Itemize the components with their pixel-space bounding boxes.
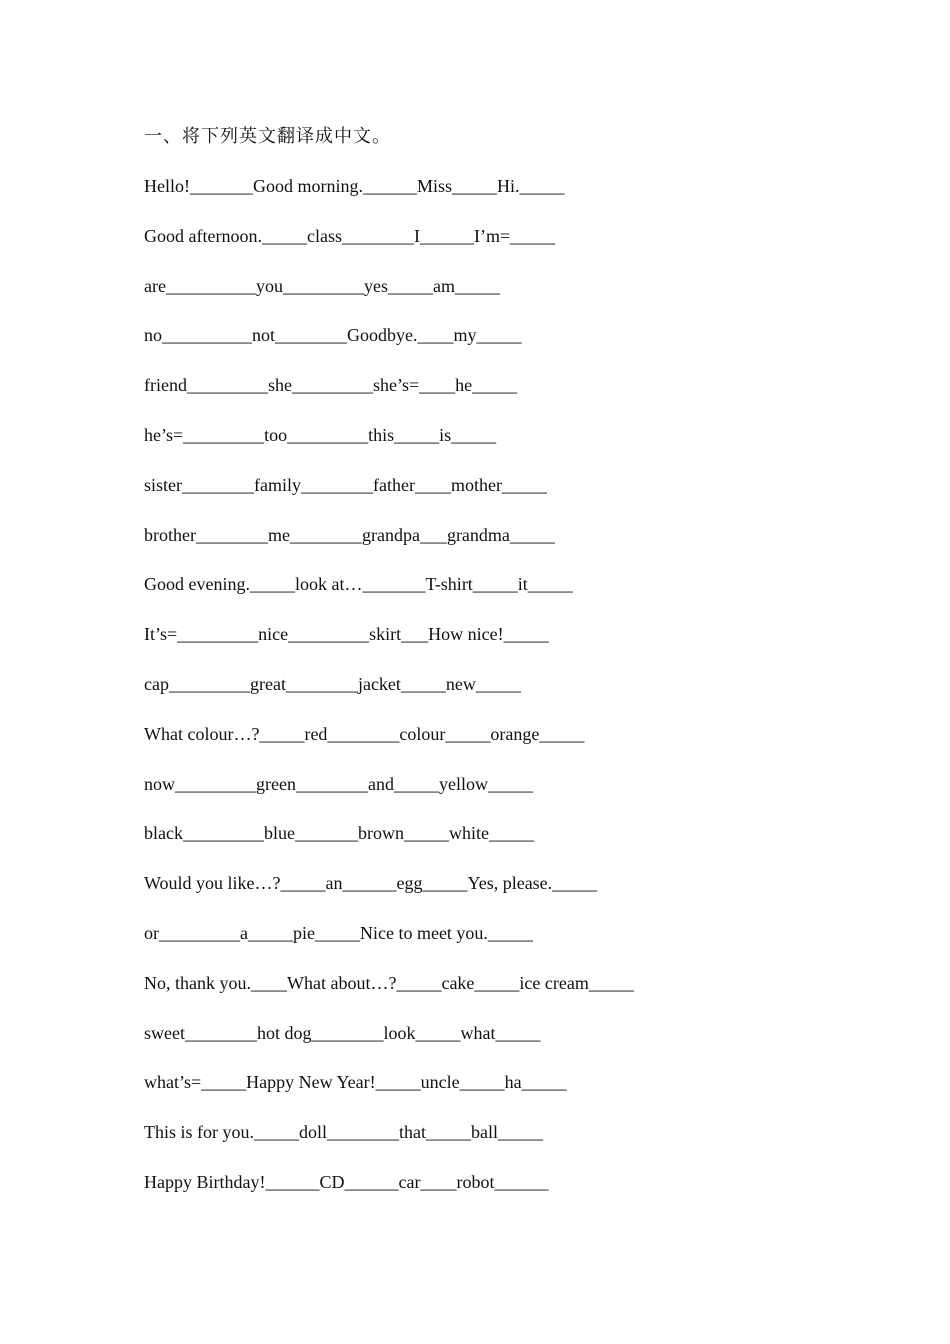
- vocabulary-row: sweet________hot dog________look_____what_____: [144, 1022, 541, 1043]
- vocabulary-list: [144, 174, 634, 1220]
- vocabulary-row: sister________family________father____mother_____: [144, 474, 547, 495]
- vocabulary-row: friend_________she_________she’s=____he_____: [144, 375, 518, 396]
- exercise-heading: 一、将下列英文翻译成中文。: [144, 126, 391, 146]
- vocabulary-row: Would you like…?_____an______egg_____Yes, please._____: [144, 873, 598, 894]
- vocabulary-row: what’s=_____Happy New Year!_____uncle_____ha_____: [144, 1072, 567, 1093]
- vocabulary-row: are__________you_________yes_____am_____: [144, 275, 500, 296]
- vocabulary-row: Good evening._____look at…_______T-shirt_____it_____: [144, 574, 573, 595]
- vocabulary-row: No, thank you.____What about…?_____cake_____ice cream_____: [144, 972, 634, 993]
- vocabulary-row: he’s=_________too_________this_____is_____: [144, 424, 497, 445]
- vocabulary-row: This is for you._____doll________that_____ball_____: [144, 1122, 543, 1143]
- vocabulary-row: black_________blue_______brown_____white_____: [144, 823, 534, 844]
- vocabulary-row: Happy Birthday!______CD______car____robot______: [144, 1171, 549, 1192]
- vocabulary-row: no__________not________Goodbye.____my_____: [144, 325, 522, 346]
- vocabulary-row: Good afternoon._____class________I______I’m=_____: [144, 225, 556, 246]
- vocabulary-row: What colour…?_____red________colour_____orange_____: [144, 723, 585, 744]
- vocabulary-row: Hello!_______Good morning.______Miss_____Hi._____: [144, 176, 565, 196]
- vocabulary-row: brother________me________grandpa___grandma_____: [144, 524, 555, 545]
- vocabulary-row: now_________green________and_____yellow_____: [144, 773, 533, 794]
- vocabulary-row: or_________a_____pie_____Nice to meet you._____: [144, 922, 533, 943]
- vocabulary-row: cap_________great________jacket_____new_____: [144, 673, 521, 694]
- vocabulary-row: It’s=_________nice_________skirt___How nice!_____: [144, 624, 549, 645]
